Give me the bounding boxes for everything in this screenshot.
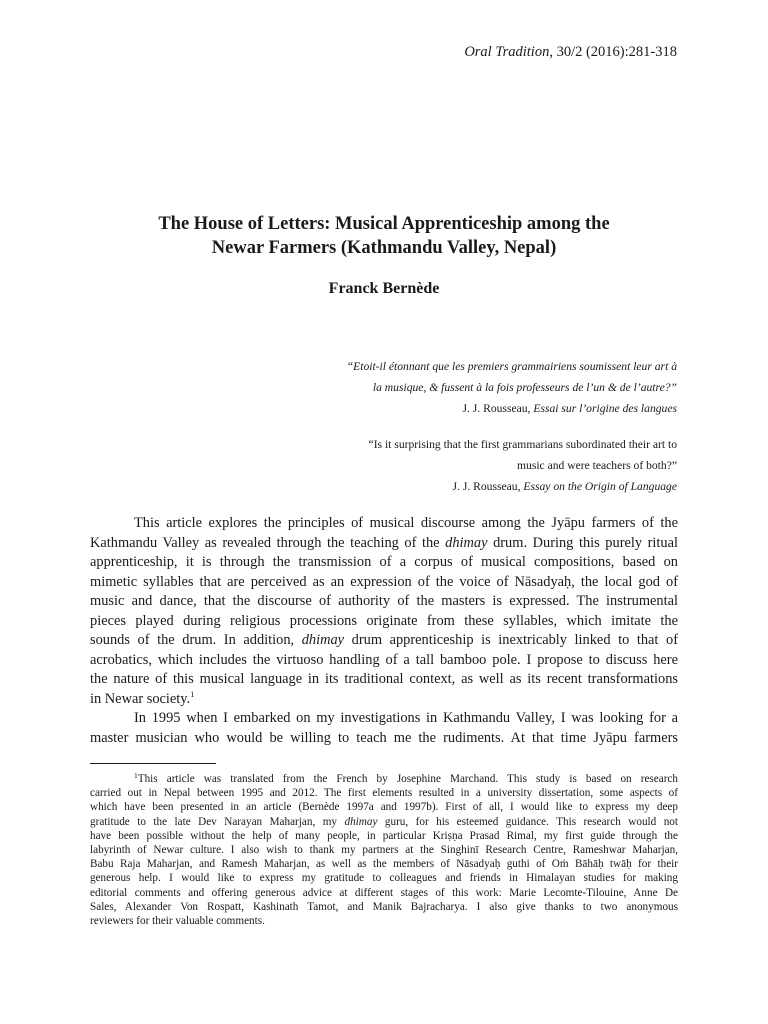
footnote-line: Sales, Alexander Von Rospatt, Kashinath Tamot, and Manik Bajracharya. I also give thanks to two anonymous	[90, 900, 678, 913]
article-title	[90, 212, 678, 260]
epigraph-en-source	[369, 476, 677, 497]
text-line: mimetic syllables that are perceived as an expression of the voice of Nāsadyaḥ, the local god of	[90, 573, 678, 590]
footnote-marker: 1	[134, 771, 138, 780]
footnote-line: labyrinth of Newar culture. I also wish to thank my partners at the Singhinī Research Centre, Rameshwar Maharjan,	[90, 844, 678, 857]
paragraph-2	[90, 709, 678, 748]
epigraph-fr-source-title: Essai sur l’origine des langues	[533, 402, 677, 415]
footnote-line: carried out in Nepal between 1995 and 2012. The first elements resulted in a university dissertation, some aspects of	[90, 787, 678, 800]
text-line: Kathmandu Valley as revealed through the teaching of the dhimay drum. During this purely ritual	[90, 534, 678, 551]
text-line: in Newar society.$^1$	[90, 688, 195, 707]
title-line-1: The House of Letters: Musical Apprenticeship among the	[158, 214, 610, 234]
text-line: acrobatics, which includes the virtuoso handling of a tall bamboo pole. I propose to discuss here	[90, 651, 678, 668]
footnote-line: Babu Raja Maharjan, and Ramesh Maharjan, as well as the members of Nāsadyaḥ guthi of Oṁ Bāhāḥ twāḥ for their	[90, 858, 678, 871]
epigraph-en-source-title: Essay on the Origin of Language	[523, 480, 677, 493]
footnote-line: reviewers for their valuable comments.	[90, 915, 265, 928]
footnote-line: gratitude to the late Dev Narayan Maharjan, my dhimay guru, for his esteemed guidance. This research would not	[90, 815, 679, 828]
epigraph-en-line-2: music and were teachers of both?”	[517, 459, 677, 472]
footnote-1	[90, 772, 678, 928]
footnote-divider	[90, 763, 216, 764]
text-line: sounds of the drum. In addition, dhimay drum apprenticeship is inextricably linked to that of	[90, 632, 678, 648]
author-name: Franck Bernède	[328, 280, 440, 297]
footnote-line: have been possible without the help of many people, in particular Kriṣṇa Prasad Rimal, my first guide through the	[90, 829, 678, 842]
text-line: In 1995 when I embarked on my investigations in Kathmandu Valley, I was looking for a	[134, 710, 678, 726]
footnote-line: which have been presented in an article (Bernède 1997a and 1997b). First of all, I would like to express my deep	[90, 801, 678, 814]
epigraph-french	[347, 356, 677, 419]
text-line: This article explores the principles of musical discourse among the Jyāpu farmers of the	[134, 515, 678, 531]
title-line-2: Newar Farmers (Kathmandu Valley, Nepal)	[211, 238, 557, 258]
text-line: pieces played during religious processions originate from these syllables, which imitate the	[90, 612, 678, 629]
article-body	[90, 514, 678, 748]
journal-name: Oral Tradition	[464, 44, 550, 60]
footnote-line: editorial comments and offering generous advice at different stages of this work: Marie Lecomte-Tilouine, Anne De	[90, 886, 678, 899]
footnote-reference[interactable]: 1	[190, 688, 195, 699]
footnote-line: $^1$This article was translated from the French by Josephine Marchand. This study is based on research	[134, 771, 678, 785]
epigraph-fr-source	[347, 398, 677, 419]
epigraph-fr-line-2: la musique, & fussent à la fois professeurs de l’un & de l’autre?”	[372, 381, 677, 394]
text-line: music and dance, that the discourse of authority of the masters is expressed. The instrumental	[90, 593, 678, 609]
epigraph-fr-line-1: “Etoit-il étonnant que les premiers grammairiens soumissent leur art à	[346, 360, 677, 373]
paragraph-1	[90, 514, 678, 709]
footnote-line: generous help. I would like to express my gratitude to colleagues and friends in Himalayan studies for making	[90, 872, 678, 885]
epigraph-en-line-1: “Is it surprising that the first grammarians subordinated their art to	[368, 438, 677, 451]
epigraph-en-source-author: J. J. Rousseau,	[452, 480, 524, 493]
text-line: the nature of this musical language in its traditional context, as well as its recent transformations	[90, 671, 678, 687]
journal-citation	[464, 44, 677, 61]
text-line: master musician who would be willing to teach me the rudiments. At that time Jyāpu farmers	[90, 729, 678, 746]
epigraph-english	[369, 434, 677, 497]
journal-volume-pages: , 30/2 (2016):281-318	[549, 44, 677, 60]
text-line: apprenticeship, it is through the transmission of a corpus of musical compositions, based on	[90, 554, 678, 570]
epigraph-fr-source-author: J. J. Rousseau,	[462, 402, 534, 415]
